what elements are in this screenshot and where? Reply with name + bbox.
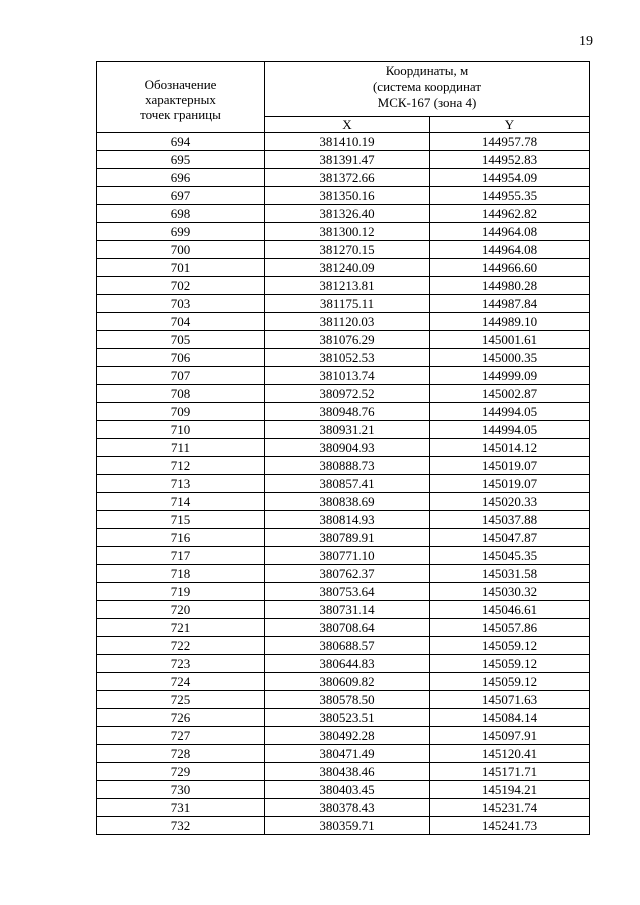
x-coordinate-cell: 381213.81 [265, 277, 430, 295]
y-coordinate-cell: 144999.09 [430, 367, 590, 385]
table-row [97, 511, 590, 529]
point-cell: 705 [97, 331, 265, 349]
x-coordinate-cell: 380789.91 [265, 529, 430, 547]
x-coordinate-cell: 380731.14 [265, 601, 430, 619]
table-row [97, 565, 590, 583]
y-coordinate-cell: 145000.35 [430, 349, 590, 367]
x-coordinate-cell: 380762.37 [265, 565, 430, 583]
point-cell: 719 [97, 583, 265, 601]
x-coordinate-cell: 380492.28 [265, 727, 430, 745]
point-cell: 731 [97, 799, 265, 817]
x-coordinate-cell: 381076.29 [265, 331, 430, 349]
table-row [97, 619, 590, 637]
point-cell: 714 [97, 493, 265, 511]
point-cell: 724 [97, 673, 265, 691]
x-coordinate-cell: 380609.82 [265, 673, 430, 691]
x-coordinate-cell: 380948.76 [265, 403, 430, 421]
point-cell: 709 [97, 403, 265, 421]
x-coordinate-cell: 380578.50 [265, 691, 430, 709]
table-row [97, 799, 590, 817]
point-cell: 698 [97, 205, 265, 223]
x-coordinate-cell: 380359.71 [265, 817, 430, 835]
point-column-header [97, 62, 265, 133]
x-column-header: X [265, 117, 430, 133]
table-row [97, 133, 590, 151]
y-coordinate-cell: 145019.07 [430, 457, 590, 475]
table-row [97, 709, 590, 727]
point-cell: 718 [97, 565, 265, 583]
table-row [97, 331, 590, 349]
point-cell: 704 [97, 313, 265, 331]
x-coordinate-cell: 380403.45 [265, 781, 430, 799]
x-coordinate-cell: 380771.10 [265, 547, 430, 565]
x-coordinate-cell: 380814.93 [265, 511, 430, 529]
table-header [97, 62, 590, 133]
y-coordinate-cell: 144994.05 [430, 421, 590, 439]
y-coordinate-cell: 144964.08 [430, 241, 590, 259]
table-row [97, 151, 590, 169]
y-coordinate-cell: 144964.08 [430, 223, 590, 241]
x-coordinate-cell: 380888.73 [265, 457, 430, 475]
point-cell: 711 [97, 439, 265, 457]
table-row [97, 223, 590, 241]
table-row [97, 205, 590, 223]
point-cell: 695 [97, 151, 265, 169]
y-coordinate-cell: 145194.21 [430, 781, 590, 799]
point-cell: 728 [97, 745, 265, 763]
y-coordinate-cell: 145097.91 [430, 727, 590, 745]
point-cell: 707 [97, 367, 265, 385]
x-coordinate-cell: 380644.83 [265, 655, 430, 673]
x-coordinate-cell: 381391.47 [265, 151, 430, 169]
x-coordinate-cell: 380753.64 [265, 583, 430, 601]
y-coordinate-cell: 145030.32 [430, 583, 590, 601]
coords-header-line: МСК-167 (зона 4) [377, 95, 477, 110]
point-cell: 722 [97, 637, 265, 655]
coordinates-column-header [265, 62, 590, 117]
y-column-header: Y [430, 117, 590, 133]
y-coordinate-cell: 144987.84 [430, 295, 590, 313]
table-row [97, 673, 590, 691]
point-cell: 715 [97, 511, 265, 529]
table-body [97, 133, 590, 835]
y-coordinate-cell: 145171.71 [430, 763, 590, 781]
y-coordinate-cell: 144955.35 [430, 187, 590, 205]
x-coordinate-cell: 381052.53 [265, 349, 430, 367]
table-row [97, 259, 590, 277]
x-coordinate-cell: 380688.57 [265, 637, 430, 655]
header-row [97, 62, 590, 117]
x-coordinate-cell: 380378.43 [265, 799, 430, 817]
y-coordinate-cell: 145084.14 [430, 709, 590, 727]
table-row [97, 367, 590, 385]
y-coordinate-cell: 145002.87 [430, 385, 590, 403]
x-coordinate-cell: 380523.51 [265, 709, 430, 727]
y-coordinate-cell: 145037.88 [430, 511, 590, 529]
point-cell: 716 [97, 529, 265, 547]
point-cell: 726 [97, 709, 265, 727]
table-row [97, 403, 590, 421]
table-row [97, 277, 590, 295]
table-row [97, 655, 590, 673]
x-coordinate-cell: 381326.40 [265, 205, 430, 223]
x-coordinate-cell: 381300.12 [265, 223, 430, 241]
x-coordinate-cell: 380931.21 [265, 421, 430, 439]
point-cell: 730 [97, 781, 265, 799]
y-coordinate-cell: 144954.09 [430, 169, 590, 187]
point-cell: 732 [97, 817, 265, 835]
x-coordinate-cell: 380838.69 [265, 493, 430, 511]
point-cell: 721 [97, 619, 265, 637]
y-coordinate-cell: 145241.73 [430, 817, 590, 835]
y-coordinate-cell: 144994.05 [430, 403, 590, 421]
y-coordinate-cell: 145019.07 [430, 475, 590, 493]
table-row [97, 313, 590, 331]
y-coordinate-cell: 145031.58 [430, 565, 590, 583]
table-row [97, 295, 590, 313]
y-coordinate-cell: 145059.12 [430, 637, 590, 655]
coords-header-line: Координаты, м [385, 63, 469, 78]
point-cell: 697 [97, 187, 265, 205]
table-row [97, 385, 590, 403]
point-cell: 699 [97, 223, 265, 241]
y-coordinate-cell: 145057.86 [430, 619, 590, 637]
y-coordinate-cell: 145001.61 [430, 331, 590, 349]
page-number: 19 [579, 34, 593, 49]
y-coordinate-cell: 145231.74 [430, 799, 590, 817]
point-cell: 710 [97, 421, 265, 439]
table-row [97, 529, 590, 547]
table-row [97, 745, 590, 763]
y-coordinate-cell: 145045.35 [430, 547, 590, 565]
x-coordinate-cell: 380438.46 [265, 763, 430, 781]
x-coordinate-cell: 381120.03 [265, 313, 430, 331]
point-cell: 720 [97, 601, 265, 619]
y-coordinate-cell: 145020.33 [430, 493, 590, 511]
y-coordinate-cell: 144989.10 [430, 313, 590, 331]
table-row [97, 241, 590, 259]
table-row [97, 583, 590, 601]
table-row [97, 475, 590, 493]
y-coordinate-cell: 145059.12 [430, 655, 590, 673]
x-coordinate-cell: 380471.49 [265, 745, 430, 763]
y-coordinate-cell: 145014.12 [430, 439, 590, 457]
y-coordinate-cell: 145047.87 [430, 529, 590, 547]
x-coordinate-cell: 381410.19 [265, 133, 430, 151]
x-coordinate-cell: 381013.74 [265, 367, 430, 385]
table-row [97, 457, 590, 475]
point-cell: 729 [97, 763, 265, 781]
table-row [97, 763, 590, 781]
point-cell: 708 [97, 385, 265, 403]
coordinates-table [96, 61, 590, 835]
point-cell: 717 [97, 547, 265, 565]
point-cell: 696 [97, 169, 265, 187]
table-row [97, 727, 590, 745]
coords-header-line: (система координат [372, 79, 482, 94]
y-coordinate-cell: 145046.61 [430, 601, 590, 619]
table-row [97, 817, 590, 835]
x-coordinate-cell: 380904.93 [265, 439, 430, 457]
y-coordinate-cell: 144962.82 [430, 205, 590, 223]
point-cell: 712 [97, 457, 265, 475]
table-row [97, 691, 590, 709]
y-coordinate-cell: 144957.78 [430, 133, 590, 151]
x-coordinate-cell: 381240.09 [265, 259, 430, 277]
table-row [97, 439, 590, 457]
y-coordinate-cell: 145120.41 [430, 745, 590, 763]
table-row [97, 547, 590, 565]
point-cell: 701 [97, 259, 265, 277]
y-coordinate-cell: 144966.60 [430, 259, 590, 277]
table-row [97, 637, 590, 655]
table-row [97, 169, 590, 187]
point-cell: 706 [97, 349, 265, 367]
x-coordinate-cell: 381175.11 [265, 295, 430, 313]
x-coordinate-cell: 380708.64 [265, 619, 430, 637]
y-coordinate-cell: 144980.28 [430, 277, 590, 295]
point-cell: 702 [97, 277, 265, 295]
point-header-line: точек границы [140, 106, 221, 122]
table-row [97, 493, 590, 511]
point-cell: 713 [97, 475, 265, 493]
x-coordinate-cell: 381350.16 [265, 187, 430, 205]
x-coordinate-cell: 381372.66 [265, 169, 430, 187]
point-cell: 694 [97, 133, 265, 151]
x-coordinate-cell: 380857.41 [265, 475, 430, 493]
point-header-line: Обозначение [144, 76, 217, 92]
table-row [97, 601, 590, 619]
table-row [97, 781, 590, 799]
table-row [97, 421, 590, 439]
point-cell: 703 [97, 295, 265, 313]
point-cell: 700 [97, 241, 265, 259]
x-coordinate-cell: 380972.52 [265, 385, 430, 403]
point-cell: 723 [97, 655, 265, 673]
y-coordinate-cell: 144952.83 [430, 151, 590, 169]
point-cell: 727 [97, 727, 265, 745]
y-coordinate-cell: 145071.63 [430, 691, 590, 709]
point-header-line: характерных [145, 91, 216, 107]
x-coordinate-cell: 381270.15 [265, 241, 430, 259]
table-row [97, 187, 590, 205]
point-cell: 725 [97, 691, 265, 709]
table-row [97, 349, 590, 367]
y-coordinate-cell: 145059.12 [430, 673, 590, 691]
